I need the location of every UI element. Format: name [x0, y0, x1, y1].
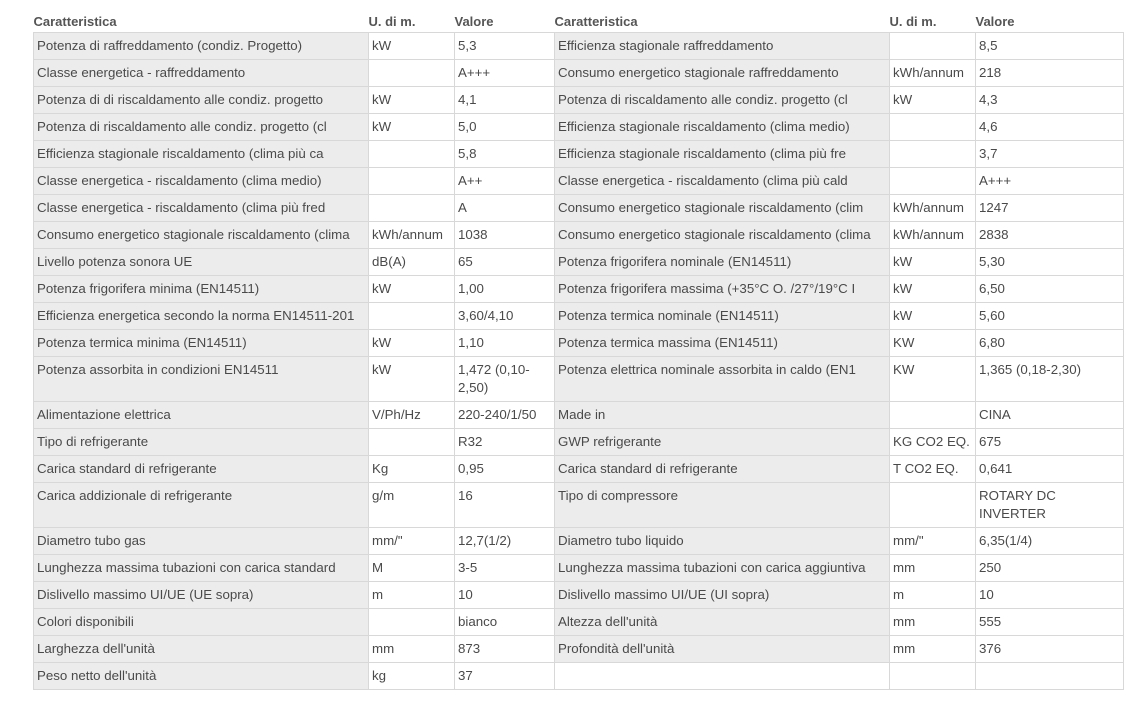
cell-characteristic-left: Livello potenza sonora UE	[34, 249, 369, 276]
cell-unit-right	[890, 402, 976, 429]
cell-value-left: 1,10	[455, 330, 555, 357]
cell-value-right: 6,80	[976, 330, 1124, 357]
cell-characteristic-right: Classe energetica - riscaldamento (clima più cald	[555, 168, 890, 195]
header-characteristic-left: Caratteristica	[33, 14, 117, 29]
table-row	[34, 663, 1124, 690]
cell-value-left: 5,0	[455, 114, 555, 141]
cell-value-right: 555	[976, 609, 1124, 636]
cell-value-right	[976, 663, 1124, 690]
header-value-right: Valore	[975, 14, 1015, 29]
cell-unit-right	[890, 114, 976, 141]
cell-characteristic-right: Carica standard di refrigerante	[555, 456, 890, 483]
cell-unit-left: kW	[369, 87, 455, 114]
cell-value-right: 1,365 (0,18-2,30)	[976, 357, 1124, 402]
cell-unit-right	[890, 663, 976, 690]
cell-value-right: 10	[976, 582, 1124, 609]
cell-unit-right: kWh/annum	[890, 222, 976, 249]
cell-unit-right: m	[890, 582, 976, 609]
cell-unit-left	[369, 60, 455, 87]
table-row	[34, 609, 1124, 636]
cell-value-right: ROTARY DC INVERTER	[976, 483, 1124, 528]
table-row	[34, 87, 1124, 114]
cell-characteristic-right: Potenza frigorifera nominale (EN14511)	[555, 249, 890, 276]
cell-value-right: 4,3	[976, 87, 1124, 114]
cell-value-left: 16	[455, 483, 555, 528]
cell-characteristic-left: Dislivello massimo UI/UE (UE sopra)	[34, 582, 369, 609]
cell-unit-right: kW	[890, 249, 976, 276]
cell-unit-right: kWh/annum	[890, 195, 976, 222]
cell-unit-right: KW	[890, 330, 976, 357]
cell-unit-left: Kg	[369, 456, 455, 483]
cell-value-left: bianco	[455, 609, 555, 636]
cell-value-right: 675	[976, 429, 1124, 456]
table-row	[34, 60, 1124, 87]
cell-unit-left: dB(A)	[369, 249, 455, 276]
table-row	[34, 195, 1124, 222]
cell-characteristic-right: Diametro tubo liquido	[555, 528, 890, 555]
cell-unit-left: kWh/annum	[369, 222, 455, 249]
cell-characteristic-right: Consumo energetico stagionale raffreddamento	[555, 60, 890, 87]
cell-characteristic-right: Tipo di compressore	[555, 483, 890, 528]
cell-characteristic-right: GWP refrigerante	[555, 429, 890, 456]
specifications-container	[33, 12, 1123, 690]
cell-characteristic-right: Lunghezza massima tubazioni con carica aggiuntiva	[555, 555, 890, 582]
table-row	[34, 402, 1124, 429]
cell-unit-left: m	[369, 582, 455, 609]
cell-value-left: A	[455, 195, 555, 222]
cell-value-right: 1247	[976, 195, 1124, 222]
cell-value-left: 3-5	[455, 555, 555, 582]
cell-characteristic-left: Tipo di refrigerante	[34, 429, 369, 456]
cell-value-left: 5,3	[455, 33, 555, 60]
table-row	[34, 249, 1124, 276]
cell-characteristic-left: Potenza di riscaldamento alle condiz. progetto (cl	[34, 114, 369, 141]
cell-value-left: A+++	[455, 60, 555, 87]
cell-value-left: 37	[455, 663, 555, 690]
cell-characteristic-right: Potenza termica massima (EN14511)	[555, 330, 890, 357]
cell-unit-left: M	[369, 555, 455, 582]
cell-unit-right: kW	[890, 276, 976, 303]
table-row	[34, 168, 1124, 195]
cell-characteristic-left: Colori disponibili	[34, 609, 369, 636]
cell-characteristic-left: Classe energetica - raffreddamento	[34, 60, 369, 87]
table-row	[34, 636, 1124, 663]
cell-unit-left: kW	[369, 357, 455, 402]
cell-unit-right: mm/"	[890, 528, 976, 555]
cell-value-right: 8,5	[976, 33, 1124, 60]
cell-characteristic-left: Peso netto dell'unità	[34, 663, 369, 690]
cell-characteristic-right: Potenza elettrica nominale assorbita in caldo (EN1	[555, 357, 890, 402]
cell-characteristic-right: Profondità dell'unità	[555, 636, 890, 663]
cell-value-right: 4,6	[976, 114, 1124, 141]
cell-unit-right: KG CO2 EQ.	[890, 429, 976, 456]
cell-value-left: 4,1	[455, 87, 555, 114]
cell-unit-right: T CO2 EQ.	[890, 456, 976, 483]
cell-value-right: 6,50	[976, 276, 1124, 303]
table-row	[34, 330, 1124, 357]
cell-value-left: 12,7(1/2)	[455, 528, 555, 555]
cell-unit-left: kW	[369, 330, 455, 357]
cell-value-right: 0,641	[976, 456, 1124, 483]
cell-characteristic-left: Potenza termica minima (EN14511)	[34, 330, 369, 357]
cell-unit-left: kg	[369, 663, 455, 690]
cell-characteristic-right: Efficienza stagionale raffreddamento	[555, 33, 890, 60]
table-row	[34, 276, 1124, 303]
table-row	[34, 456, 1124, 483]
cell-characteristic-right: Potenza termica nominale (EN14511)	[555, 303, 890, 330]
cell-characteristic-right: Efficienza stagionale riscaldamento (clima medio)	[555, 114, 890, 141]
cell-unit-left: mm/"	[369, 528, 455, 555]
cell-unit-left	[369, 609, 455, 636]
cell-unit-right: KW	[890, 357, 976, 402]
cell-unit-left	[369, 141, 455, 168]
table-row	[34, 33, 1124, 60]
cell-characteristic-right: Made in	[555, 402, 890, 429]
cell-value-right: CINA	[976, 402, 1124, 429]
header-unit-right: U. di m.	[889, 14, 937, 29]
cell-unit-left: g/m	[369, 483, 455, 528]
cell-unit-right	[890, 168, 976, 195]
table-row	[34, 555, 1124, 582]
cell-characteristic-left: Classe energetica - riscaldamento (clima medio)	[34, 168, 369, 195]
table-row	[34, 429, 1124, 456]
cell-unit-right	[890, 483, 976, 528]
table-row	[34, 528, 1124, 555]
cell-characteristic-left: Alimentazione elettrica	[34, 402, 369, 429]
cell-characteristic-right	[555, 663, 890, 690]
cell-unit-left	[369, 195, 455, 222]
specifications-table	[33, 12, 1124, 690]
cell-value-left: 873	[455, 636, 555, 663]
table-row	[34, 141, 1124, 168]
table-header-row	[34, 12, 1124, 33]
cell-characteristic-left: Carica addizionale di refrigerante	[34, 483, 369, 528]
cell-value-left: 10	[455, 582, 555, 609]
cell-value-right: 250	[976, 555, 1124, 582]
cell-value-left: 0,95	[455, 456, 555, 483]
cell-value-left: 65	[455, 249, 555, 276]
cell-value-left: 1,472 (0,10-2,50)	[455, 357, 555, 402]
cell-value-left: 1,00	[455, 276, 555, 303]
cell-characteristic-left: Classe energetica - riscaldamento (clima più fred	[34, 195, 369, 222]
cell-value-left: 220-240/1/50	[455, 402, 555, 429]
cell-characteristic-left: Potenza assorbita in condizioni EN14511	[34, 357, 369, 402]
cell-value-left: 5,8	[455, 141, 555, 168]
cell-characteristic-left: Consumo energetico stagionale riscaldamento (clima	[34, 222, 369, 249]
cell-unit-right: kW	[890, 87, 976, 114]
cell-unit-right: mm	[890, 555, 976, 582]
cell-characteristic-right: Altezza dell'unità	[555, 609, 890, 636]
cell-unit-left: kW	[369, 114, 455, 141]
cell-value-left: 3,60/4,10	[455, 303, 555, 330]
cell-unit-right	[890, 33, 976, 60]
cell-value-left: R32	[455, 429, 555, 456]
cell-value-right: 3,7	[976, 141, 1124, 168]
cell-value-right: 376	[976, 636, 1124, 663]
cell-value-right: 2838	[976, 222, 1124, 249]
cell-unit-left: V/Ph/Hz	[369, 402, 455, 429]
cell-characteristic-left: Potenza frigorifera minima (EN14511)	[34, 276, 369, 303]
header-unit-left: U. di m.	[368, 14, 416, 29]
cell-unit-right: kWh/annum	[890, 60, 976, 87]
table-row	[34, 582, 1124, 609]
cell-characteristic-right: Consumo energetico stagionale riscaldamento (clima	[555, 222, 890, 249]
cell-characteristic-left: Diametro tubo gas	[34, 528, 369, 555]
header-value-left: Valore	[454, 14, 494, 29]
cell-value-right: 6,35(1/4)	[976, 528, 1124, 555]
table-row	[34, 357, 1124, 402]
cell-characteristic-left: Efficienza stagionale riscaldamento (clima più ca	[34, 141, 369, 168]
cell-unit-left: mm	[369, 636, 455, 663]
cell-characteristic-right: Dislivello massimo UI/UE (UI sopra)	[555, 582, 890, 609]
cell-characteristic-left: Efficienza energetica secondo la norma EN14511-201	[34, 303, 369, 330]
cell-unit-right: kW	[890, 303, 976, 330]
cell-unit-left	[369, 429, 455, 456]
cell-characteristic-left: Potenza di raffreddamento (condiz. Progetto)	[34, 33, 369, 60]
cell-unit-left: kW	[369, 276, 455, 303]
cell-unit-right	[890, 141, 976, 168]
cell-value-right: A+++	[976, 168, 1124, 195]
table-body	[34, 33, 1124, 690]
cell-value-left: 1038	[455, 222, 555, 249]
cell-unit-left	[369, 168, 455, 195]
cell-characteristic-right: Potenza di riscaldamento alle condiz. progetto (cl	[555, 87, 890, 114]
cell-unit-right: mm	[890, 636, 976, 663]
cell-unit-right: mm	[890, 609, 976, 636]
cell-characteristic-right: Potenza frigorifera massima (+35°C O. /27°/19°C I	[555, 276, 890, 303]
cell-value-left: A++	[455, 168, 555, 195]
cell-value-right: 218	[976, 60, 1124, 87]
cell-unit-left: kW	[369, 33, 455, 60]
table-row	[34, 303, 1124, 330]
cell-characteristic-right: Consumo energetico stagionale riscaldamento (clim	[555, 195, 890, 222]
cell-characteristic-right: Efficienza stagionale riscaldamento (clima più fre	[555, 141, 890, 168]
cell-characteristic-left: Potenza di di riscaldamento alle condiz. progetto	[34, 87, 369, 114]
cell-value-right: 5,60	[976, 303, 1124, 330]
cell-characteristic-left: Carica standard di refrigerante	[34, 456, 369, 483]
table-row	[34, 222, 1124, 249]
cell-characteristic-left: Lunghezza massima tubazioni con carica standard	[34, 555, 369, 582]
cell-characteristic-left: Larghezza dell'unità	[34, 636, 369, 663]
table-row	[34, 483, 1124, 528]
header-characteristic-right: Caratteristica	[554, 14, 638, 29]
cell-unit-left	[369, 303, 455, 330]
table-row	[34, 114, 1124, 141]
cell-value-right: 5,30	[976, 249, 1124, 276]
